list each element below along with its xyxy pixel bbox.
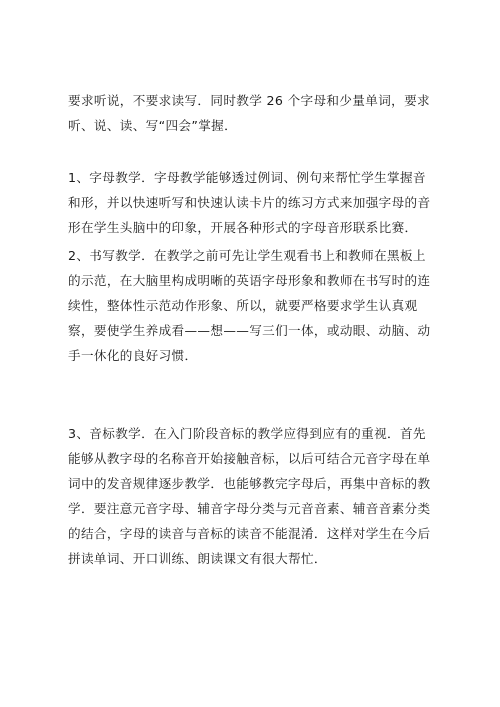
- text-line: 续性，整体性示范动作形象、所以，就要严格要求学生认真观: [68, 298, 418, 313]
- text-line: 听、说、读、写“四会”掌握．: [68, 118, 238, 133]
- text-line: 察，要使学生养成看——想——写三们一体，或动眼、动脑、动: [68, 323, 431, 338]
- text-line: 形在学生头脑中的印象，开展各种形式的字母音形联系比赛．: [68, 220, 418, 235]
- paragraph-writing-teaching: [68, 243, 458, 368]
- text-line: 2、书写教学．在教学之前可先让学生观看书上和教师在黑板上: [68, 248, 426, 263]
- text-line: 手一休化的良好习惯．: [68, 348, 198, 363]
- text-line: 1、字母教学．字母教学能够透过例词、例句来帮忙学生掌握音: [68, 170, 426, 185]
- text-line: 和形，并以快速听写和快速认读卡片的练习方式来加强字母的音: [68, 195, 431, 210]
- paragraph-phonetic-teaching: [68, 421, 458, 571]
- text-line: 的结合，字母的读音与音标的读音不能混淆．这样对学生在今后: [68, 526, 431, 541]
- text-line: 词中的发音规律逐步教学．也能够教完字母后，再集中音标的教: [68, 476, 431, 491]
- text-line: 的示范，在大脑里构成明晰的英语字母形象和教师在书写时的连: [68, 273, 431, 288]
- text-line: 3、音标教学．在入门阶段音标的教学应得到应有的重视．首先: [68, 426, 426, 441]
- text-line: 能够从教字母的名称音开始接触音标，以后可结合元音字母在单: [68, 451, 431, 466]
- text-line: 要求听说，不要求读写．同时教学 26 个字母和少量单词，要求: [68, 93, 430, 108]
- paragraph-letter-teaching: [68, 165, 458, 240]
- paragraph-intro: [68, 88, 458, 138]
- text-line: 学．要注意元音字母、辅音字母分类与元音音素、辅音音素分类: [68, 501, 431, 516]
- text-line: 拼读单词、开口训练、朗读课文有很大帮忙．: [68, 551, 327, 566]
